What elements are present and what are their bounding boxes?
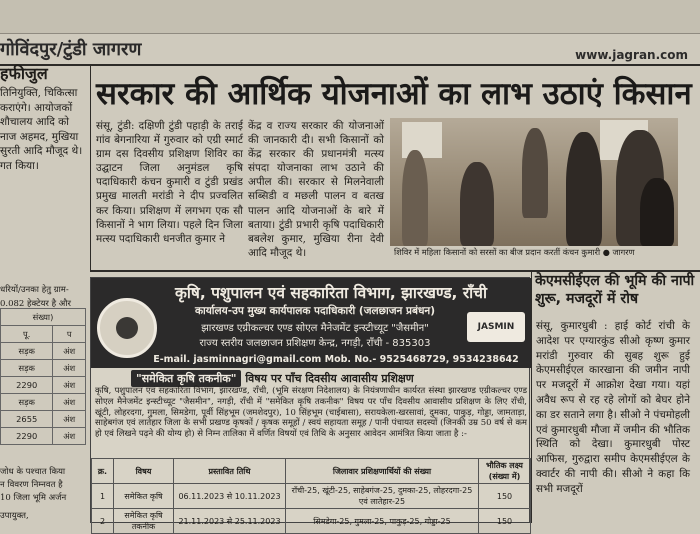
advert-schedule-table <box>91 458 531 534</box>
table-row <box>1 360 86 377</box>
photo-person <box>460 162 494 246</box>
advert-header <box>91 278 531 368</box>
advert-contact: E-mail. jasminnagri@gmail.com Mob. No.- 9525468729, 9534238642 <box>153 354 519 365</box>
advert-body: कृषि, पशुपालन एवं सहकारिता विभाग, झारखण्ड, राँची, (भूमि संरक्षण निदेशालय) के नियंत्रणाधीन कार्यरत संस्था झारखण्ड एग्रीकल्चर एण्ड सोएल मैनेजमेंट इन्स्टीच्यूट "जैसमीन", नगड़ी, राँची में "समेकित कृषि तकनीक" विषय पर पाँच दिवसीय आवासीय प्रशिक्षण के लिए राँची, खूंटी, लोहरदगा, गुमला, सिमडेगा, पूर्वी सिंहभूम (जमशेदपुर), 10 सिंहभूम (चाईबासा), सरायकेला-खरसावां, दुमका, पाकुड़, गोड्डा, जामताड़ा, साहेबगंज एवं लातेहार जिला के सभी प्रखण्ड कृषकों / कृषक समूहों / स्वयं सहायता समूह / पानी पंचायत सदस्यों (जिनकी उम्र 50 वर्ष से कम हो एवं लिखने पढ़ने की योग्य हो) से निम्न तालिका में वर्णित विषयों एवं तिथि के अनुसार आवेदन आमंत्रित किया जाता है :- <box>95 386 527 440</box>
table-header: भौतिक लक्ष्य (संख्या में) <box>479 459 531 484</box>
table-cell: 21.11.2023 से 25.11.2023 <box>174 509 286 534</box>
table-cell: 2290 <box>1 377 53 394</box>
main-article-column-1: संसू, टुंडी: दक्षिणी टुंडी पहाड़ी के तराई गांव बेगनारिया में गुरुवार को एग्री स्मार्ट ग्राम दस दिवसीय प्रशिक्षण शिविर का उद्घाटन जिला अनुमंडल कृषि पदाधिकारी कंचन कुमारी व टुंडी प्रखंड प्रमुख मालती मरांडी ने दीप प्रज्वलित कर किया। प्रशिक्षण में लगभग एक सौ किसानों ने भाग लिया। पहले दिन जिला मत्स्य पदाधिकारी धनजीत कुमार ने <box>96 120 243 245</box>
table-header: जिलावार प्रशिक्षणार्थियों की संख्या <box>286 459 479 484</box>
left-note: जोध के पश्चात किया <box>0 467 66 477</box>
table-cell: 2290 <box>1 428 53 445</box>
table-row <box>1 326 86 343</box>
table-cell: समेकित कृषि तकनीक <box>114 509 174 534</box>
advert-subtitle-badge: "समेकित कृषि तकनीक" <box>131 370 241 387</box>
photo-person <box>566 132 602 246</box>
right-article-body: संसू, कुमारधुबी : हाई कोर्ट रांची के आदेश पर एग्यारकुंड सीओ कृष्ण कुमार मरांडी गुरुवार की सुबह शुरू हुई केएमसीईएल कारखाना की जमीन नापी पर मजदूरों में आक्रोश देखा गया। यहां अवैध रूप से रह रहे लोगों को बेघर होने का डर सताने लगा है। सीओ ने पंचमोहली एवं कुमारधुबी मौजा में जमीन की भौतिक स्थिति को देखा। कुमारधुबी पोस्ट आफिस, गुरुद्वारा समीप केएमसीईएल के क्वार्टर की नापी की। सीओ ने कहा कि सभी मजदूरों <box>536 320 690 495</box>
site-url[interactable]: www.jagran.com <box>575 48 688 62</box>
left-table-sub: 0.082 हेक्टेयर है और <box>0 299 71 309</box>
table-row <box>1 394 86 411</box>
advert-subtitle-text: विषय पर पाँच दिवसीय आवासीय प्रशिक्षण <box>241 372 414 385</box>
table-cell: पू. <box>1 326 53 343</box>
right-article-headline: केएमसीईएल की भूमि की नापी शुरू, मजदूरों में रोष <box>535 273 695 307</box>
table-cell: अंश <box>53 343 86 360</box>
left-data-table <box>0 308 86 445</box>
masthead-rule <box>0 64 700 66</box>
left-note: न विवरण निम्नवत है <box>0 480 63 490</box>
advert-line: राज्य स्तरीय जलछाजन प्रशिक्षण केन्द्र, नगड़ी, राँची - 835303 <box>199 338 431 349</box>
table-row <box>92 509 531 534</box>
table-header-row <box>92 459 531 484</box>
table-header: क्र. <box>92 459 114 484</box>
table-row <box>1 343 86 360</box>
left-note: 10 जिला भूमि अर्जन <box>0 493 67 503</box>
table-cell: सड़क <box>1 343 53 360</box>
table-cell: सड़क <box>1 360 53 377</box>
section-label: गोविंदपुर/टुंडी जागरण <box>0 39 142 60</box>
table-row <box>1 428 86 445</box>
table-cell: सिमडेगा-25, गुमला-25, पाकुड़-25, गोड्डा-25 <box>286 509 479 534</box>
left-column-line: तिनियुक्ति, चिकित्सा <box>0 87 78 99</box>
government-advert <box>90 277 530 531</box>
table-cell: अंश <box>53 411 86 428</box>
advert-subtitle <box>131 370 531 387</box>
masthead-strip <box>0 0 700 34</box>
table-row <box>1 377 86 394</box>
table-cell: राँची-25, खूंटी-25, साहेबगंज-25, दुमका-25, लोहरदगा-25 एवं लातेहार-25 <box>286 484 479 509</box>
government-emblem-icon <box>97 298 157 358</box>
table-row <box>1 309 86 326</box>
table-row <box>1 411 86 428</box>
table-cell: समेकित कृषि <box>114 484 174 509</box>
photo-caption: शिविर में महिला किसानों को सरसों का बीज प्रदान करतीं कंचन कुमारी ● जागरण <box>394 247 635 257</box>
table-cell: अंश <box>53 428 86 445</box>
table-cell: संख्या) <box>1 309 86 326</box>
left-column-line: गत किया। <box>0 159 39 172</box>
column-divider <box>531 270 532 523</box>
left-column-line: शौचालय आदि को <box>0 116 69 129</box>
table-cell: अंश <box>53 377 86 394</box>
advert-title: कृषि, पशुपालन एवं सहकारिता विभाग, झारखण्ड, राँची <box>174 284 488 302</box>
table-cell: सड़क <box>1 394 53 411</box>
table-cell: अंश <box>53 360 86 377</box>
jasmin-logo: JASMIN <box>467 312 525 342</box>
photo-person <box>522 128 548 218</box>
photo-person <box>402 150 428 246</box>
table-cell: 06.11.2023 से 10.11.2023 <box>174 484 286 509</box>
left-table-caption: धरियों/उनका हेतु ग्राम- <box>0 285 69 295</box>
table-cell: 150 <box>479 509 531 534</box>
article-photo <box>390 118 678 246</box>
table-cell: 2 <box>92 509 114 534</box>
advert-line: कार्यालय-उप मुख्य कार्यपालक पदाधिकारी (जलछाजन प्रबंधन) <box>194 305 436 317</box>
table-cell: अंश <box>53 394 86 411</box>
table-row <box>92 484 531 509</box>
main-article-column-2: केंद्र व राज्य सरकार की योजनाओं की जानकारी दी। सभी किसानों को केंद्र सरकार की प्रधानमंत्री मत्स्य संपदा योजनाका लाभ उठाने की अपील की। सरकार से मिलनेवाली सब्सिडी व मछली पालन व बतख पालन आदि योजनाओं के बारे में बताया। टुंडी प्रभारी कृषि पदाधिकारी बबलेश कुमार, मुखिया रीना देवी आदि मौजूद थे। <box>248 120 384 259</box>
table-cell: 150 <box>479 484 531 509</box>
table-cell: 1 <box>92 484 114 509</box>
left-column-line: सुरती आदि मौजूद थे। <box>0 145 83 158</box>
left-note: उपायुक्त, <box>0 511 29 521</box>
left-column-heading: हफीजुल <box>0 64 48 83</box>
left-column-article <box>0 64 90 214</box>
photo-person <box>640 178 674 246</box>
table-header: विषय <box>114 459 174 484</box>
photo-window <box>402 122 442 158</box>
advert-line: झारखण्ड एग्रीकल्चर एण्ड सोएल मैनेजमेंट इन्स्टीच्यूट "जैसमीन" <box>201 323 429 334</box>
table-cell: प <box>53 326 86 343</box>
column-divider <box>90 66 91 271</box>
table-cell: 2655 <box>1 411 53 428</box>
left-column-line: कराएंगे। आयोजकों <box>0 101 73 114</box>
table-header: प्रस्तावित तिथि <box>174 459 286 484</box>
left-column-line: नाज अहमद, मुखिया <box>0 130 79 143</box>
main-headline: सरकार की आर्थिक योजनाओं का लाभ उठाएं किसान <box>96 76 692 112</box>
